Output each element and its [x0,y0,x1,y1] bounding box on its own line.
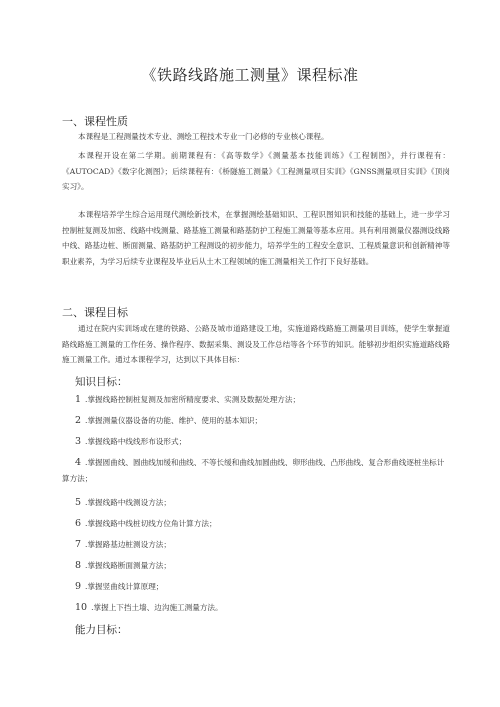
list-item-text: .掌握线路中线测设方法； [85,498,171,507]
list-item-number: 4 [75,457,82,468]
ability-goals-heading: 能力目标： [75,624,128,636]
list-item-text: .掌握线路断面测量方法； [85,561,171,570]
list-item-number: 3 [75,436,82,447]
document-title: 《铁路线路施工测量》课程标准 [141,66,359,84]
list-item-number: 2 [75,415,82,426]
list-item [75,600,450,616]
list-item-number: 8 [75,560,82,571]
list-item-text: .掌握线路控制桩复测及加密所精度要求、实测及数据处理方法； [85,395,301,404]
paragraph: 本课程开设在第二学期。前期课程有：《高等数学》《测量基本技能训练》《工程制图》，并行课程有：《AUTOCAD》《数字化测图》；后续课程有：《桥隧施工测量》《工程测量项目实训》《GNSS测量项目实训》《顶岗实习》。 [62,151,450,192]
list-item [62,455,450,486]
list-item-text: .掌握上下挡土墙、边沟施工测量方法。 [91,603,223,612]
list-item-number: 5 [75,497,82,508]
list-item-text: .掌握圆曲线、圆曲线加缓和曲线、不等长缓和曲线加圆曲线、卵形曲线、凸形曲线、复合形曲线逐桩坐标计算方法； [62,458,445,483]
list-item-text: .掌握竖曲线计算原理； [85,582,164,591]
list-item-text: .掌握路基边桩测设方法； [85,540,171,549]
paragraph: 本课程培养学生综合运用现代测绘新技术，在掌握测绘基础知识、工程识图知识和技能的基础上，进一步学习控制桩复测及加密、线路中线测量、路基施工测量和路基防护工程施工测量等基本应用。具有利用测量仪器测设线路中线、路基边桩、断面测量、路基防护工程测设的初步能力，培养学生的工程安全意识、工程质量意识和创新精神等职业素养，为学习后续专业课程及毕业后从土木工程领域的施工测量相关工作打下良好基础。 [62,210,450,266]
section-heading-goals: 二、课程目标 [62,306,128,319]
list-item-text: .掌握线路中线线形布设形式； [85,437,187,446]
list-item-number: 7 [75,539,82,550]
list-item-number: 9 [75,581,82,592]
list-item [75,392,450,408]
list-item [75,495,450,511]
list-item [75,537,450,553]
list-item [75,413,450,429]
paragraph: 本课程是工程测量技术专业、测绘工程技术专业一门必修的专业核心课程。 [78,132,329,141]
list-item-number: 10 [75,602,88,613]
section-heading-nature: 一、课程性质 [62,115,128,128]
paragraph: 通过在院内实训场或在建的铁路、公路及城市道路建设工地，实施道路线路施工测量项目训练，使学生掌握道路线路施工测量的工作任务、操作程序、数据采集、测设及工作总结等各个环节的知识。能够初步组织实施道路线路施工测量工作。通过本课程学习，达到以下具体目标： [62,324,450,365]
list-item [75,558,450,574]
list-item [75,579,450,595]
list-item-number: 1 [75,394,82,405]
list-item-text: .掌握线路中线桩切线方位角计算方法； [85,519,217,528]
knowledge-goals-heading: 知识目标： [75,376,128,388]
list-item [75,516,450,532]
list-item [75,434,450,450]
list-item-text: .掌握测量仪器设备的功能、维护、使用的基本知识； [85,416,263,425]
list-item-number: 6 [75,518,82,529]
